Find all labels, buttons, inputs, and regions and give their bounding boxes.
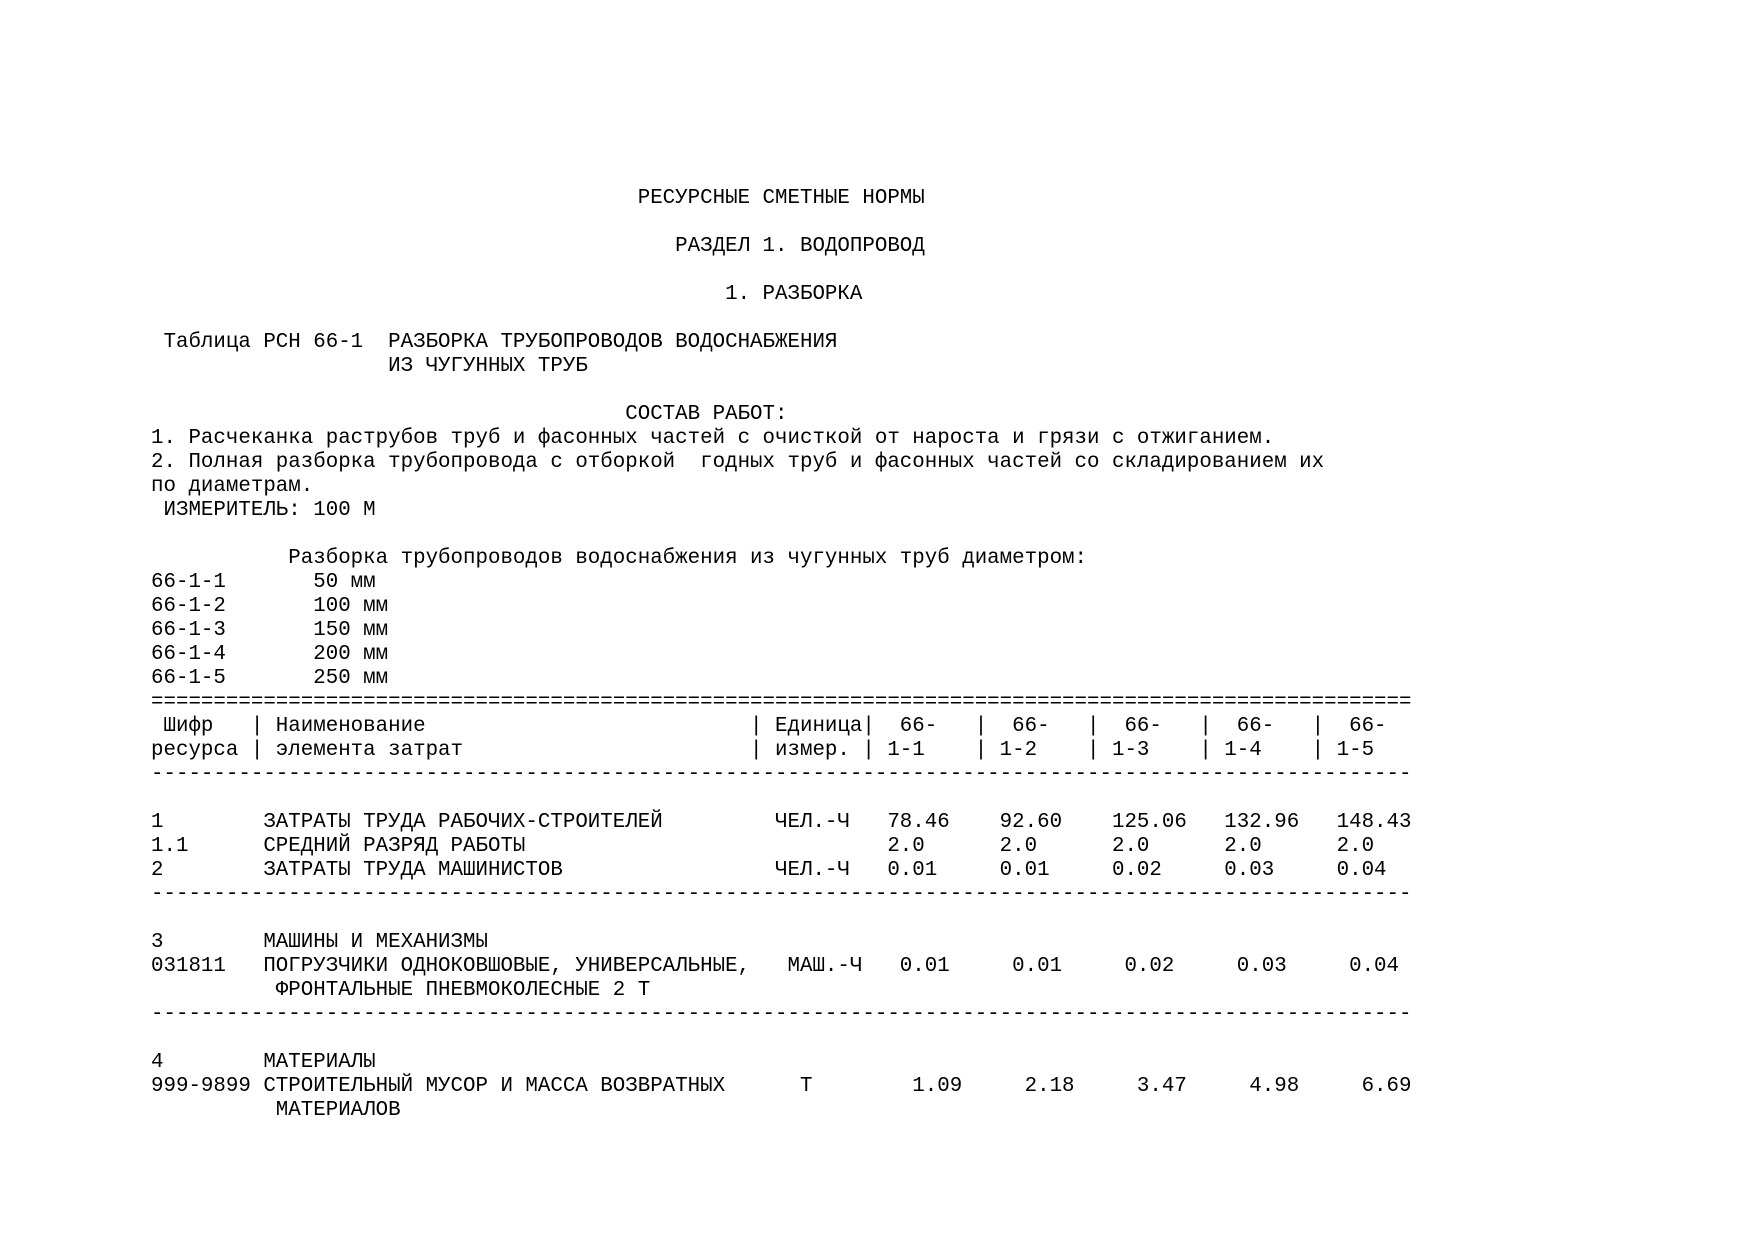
table-row: 1 ЗАТРАТЫ ТРУДА РАБОЧИХ-СТРОИТЕЛЕЙ ЧЕЛ.-Ч 78.46 92.60 125.06 132.96 148.43 [151,811,1412,834]
table-rule: ----------------------------------------------------------------------------------------------------- [151,1003,1412,1026]
table-row: 2 ЗАТРАТЫ ТРУДА МАШИНИСТОВ ЧЕЛ.-Ч 0.01 0.01 0.02 0.03 0.04 [151,859,1387,882]
table-row: 999-9899 СТРОИТЕЛЬНЫЙ МУСОР И МАССА ВОЗВРАТНЫХ Т 1.09 2.18 3.47 4.98 6.69 [151,1075,1412,1098]
table-row [151,1027,1651,1051]
work-item-1: 1. Расчеканка раструбов труб и фасонных частей с очисткой от нароста и грязи с отжиганием. [151,427,1275,450]
table-row: 3 МАШИНЫ И МЕХАНИЗМЫ [151,931,488,954]
variant-line: 66-1-5 250 мм [151,667,389,690]
table-row [151,907,1651,931]
document-page [151,187,1651,1123]
variants-intro: Разборка трубопроводов водоснабжения из чугунных труб диаметром: [151,547,1088,570]
table-double-rule: ===================================================================================================== [151,691,1412,714]
subsection-title: 1. РАЗБОРКА [151,283,863,306]
table-rule: ----------------------------------------------------------------------------------------------------- [151,883,1412,906]
measure-unit: ИЗМЕРИТЕЛЬ: 100 М [151,499,376,522]
section-title: РАЗДЕЛ 1. ВОДОПРОВОД [151,235,925,258]
table-row: 031811 ПОГРУЗЧИКИ ОДНОКОВШОВЫЕ, УНИВЕРСАЛЬНЫЕ, МАШ.-Ч 0.01 0.01 0.02 0.03 0.04 [151,955,1400,978]
variant-line: 66-1-3 150 мм [151,619,389,642]
work-composition-heading: СОСТАВ РАБОТ: [151,403,788,426]
table-row: ФРОНТАЛЬНЫЕ ПНЕВМОКОЛЕСНЫЕ 2 Т [151,979,651,1002]
table-row: 1.1 СРЕДНИЙ РАЗРЯД РАБОТЫ 2.0 2.0 2.0 2.0 2.0 [151,835,1375,858]
document-title: РЕСУРСНЫЕ СМЕТНЫЕ НОРМЫ [151,187,925,210]
table-header-line2: ресурса | элемента затрат | измер. | 1-1 | 1-2 | 1-3 | 1-4 | 1-5 [151,739,1375,762]
table-rule: ----------------------------------------------------------------------------------------------------- [151,763,1412,786]
variant-line: 66-1-4 200 мм [151,643,389,666]
table-row: МАТЕРИАЛОВ [151,1099,401,1122]
table-caption-line1: Таблица РСН 66-1 РАЗБОРКА ТРУБОПРОВОДОВ ВОДОСНАБЖЕНИЯ [151,331,838,354]
table-caption-line2: ИЗ ЧУГУННЫХ ТРУБ [151,355,588,378]
variant-line: 66-1-2 100 мм [151,595,389,618]
work-item-2-cont: по диаметрам. [151,475,314,498]
table-header-line1: Шифр | Наименование | Единица| 66- | 66- | 66- | 66- | 66- [151,715,1387,738]
work-item-2: 2. Полная разборка трубопровода с отборкой годных труб и фасонных частей со складированием их [151,451,1325,474]
table-row: 4 МАТЕРИАЛЫ [151,1051,376,1074]
variant-line: 66-1-1 50 мм [151,571,376,594]
